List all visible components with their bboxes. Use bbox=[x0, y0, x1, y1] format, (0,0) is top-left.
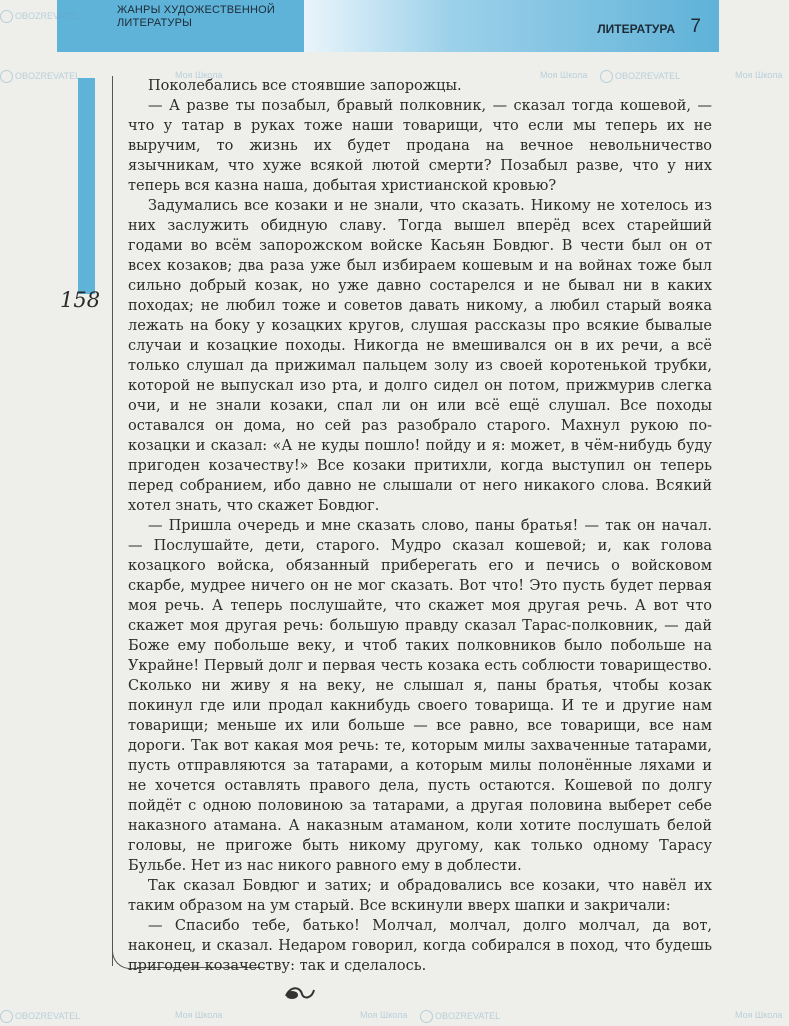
header-genre-band bbox=[57, 0, 309, 52]
genre-label: ЖАНРЫ ХУДОЖЕСТВЕННОЙ ЛИТЕРАТУРЫ bbox=[117, 4, 275, 29]
watermark-row: OBOZREVATEL bbox=[0, 10, 789, 26]
page-number: 158 bbox=[60, 288, 101, 312]
paragraph: Так сказал Бовдюг и затих; и обрадовались все козаки, что навёл их таким образом на ум старый. Все вскинули вверх шапки и закричали: bbox=[128, 878, 712, 914]
paragraph: — А разве ты позабыл, бравый полковник, — сказал тогда кошевой, — что у татар в руках тоже наши товарищи, что если мы теперь их не выручим, то жизнь их будет продана на вечное невольничество язычникам, что хуже всякой лютой смерти? Позабыл разве, что у них теперь вся казна наша, добытая христианской кровью? bbox=[128, 98, 712, 194]
body-text bbox=[128, 76, 712, 976]
grade-number: 7 bbox=[690, 16, 701, 37]
page-frame-line bbox=[112, 76, 113, 966]
header-subject-band bbox=[304, 0, 719, 52]
paragraph: — Спасибо тебе, батько! Молчал, молчал, долго молчал, да вот, наконец, и сказал. Недаром говорил, когда собирался в поход, что будешь пригоден козачеству: так и сделалось. bbox=[128, 918, 712, 974]
paragraph: — Пришла очередь и мне сказать слово, паны братья! — так он начал. — Послушайте, дети, старого. Мудро сказал кошевой; и, как голова козацкого войска, обязанный приберегать его и печись о войсковом скарбе, мудрее ничего он не мог сказать. Вот что! Это пусть будет первая моя речь. А теперь послушайте, что скажет моя другая речь. А вот что скажет моя другая речь: большую правду сказал Тарас-полковник, — дай Боже ему побольше веку, и чтоб таких полковников было побольше на Украйне! Первый долг и первая честь козака есть соблюсти товарищество. Сколько ни живу я на веку, не слышал я, паны братья, чтобы козак покинул где или продал какнибудь своего товарища. И те и другие нам товарищи; меньше их или больше — все равно, все товарищи, все нам дороги. Так вот какая моя речь: те, которым милы захваченные татарами, пусть отправляются за татарами, а которым милы полонённые ляхами и не хочется оставлять правого дела, пусть остаются. Кошевой по долгу пойдёт с одною половиною за татарами, а другая половина выберет себе наказного атамана. А наказным атаманом, коли хотите послушать белой головы, не пригоже быть никому другому, как только одному Тарасу Бульбе. Нет из нас никого равного ему в доблести. bbox=[128, 518, 712, 874]
watermark-row: OBOZREVATEL Моя Школа Моя Школа OBOZREVATEL Моя Школа bbox=[0, 1010, 789, 1026]
watermark-row: OBOZREVATEL Моя Школа Моя Школа OBOZREVATEL Моя Школа bbox=[0, 70, 789, 86]
paragraph: Поколебались все стоявшие запорожцы. bbox=[148, 78, 462, 94]
paragraph: Задумались все козаки и не знали, что сказать. Никому не хотелось из них заслужить обидную славу. Тогда вышел вперёд всех старейший годами во всём запорожском войске Касьян Бовдюг. В чести был он от всех козаков; два раза уже был избираем кошевым и на войнах тоже был сильно добрый козак, но уже давно состарелся и не бывал ни в каких походах; не любил тоже и советов давать никому, а любил старый вояка лежать на боку у козацких кругов, слушая рассказы про всякие бывалые случаи и козацкие походы. Никогда не вмешивался он в их речи, а всё только слушал да прижимал пальцем золу из своей коротенькой трубки, которой не выпускал изо рта, и долго сидел он потом, прижмурив слегка очи, и не знали козаки, спал ли он или всё ещё слушал. Все походы оставался он дома, но сей раз разобрало старого. Махнул рукою по-козацки и сказал: «А не куды пошло! пойду и я: может, в чём-нибудь буду пригоден козачеству!» Все козаки притихли, когда выступил он теперь перед собранием, ибо давно не слышали от него никакого слова. Всякий хотел знать, что скажет Бовдюг. bbox=[128, 198, 712, 514]
side-accent-bar bbox=[78, 78, 95, 294]
subject-label: ЛИТЕРАТУРА bbox=[597, 22, 675, 36]
ornament-icon bbox=[282, 982, 318, 1002]
